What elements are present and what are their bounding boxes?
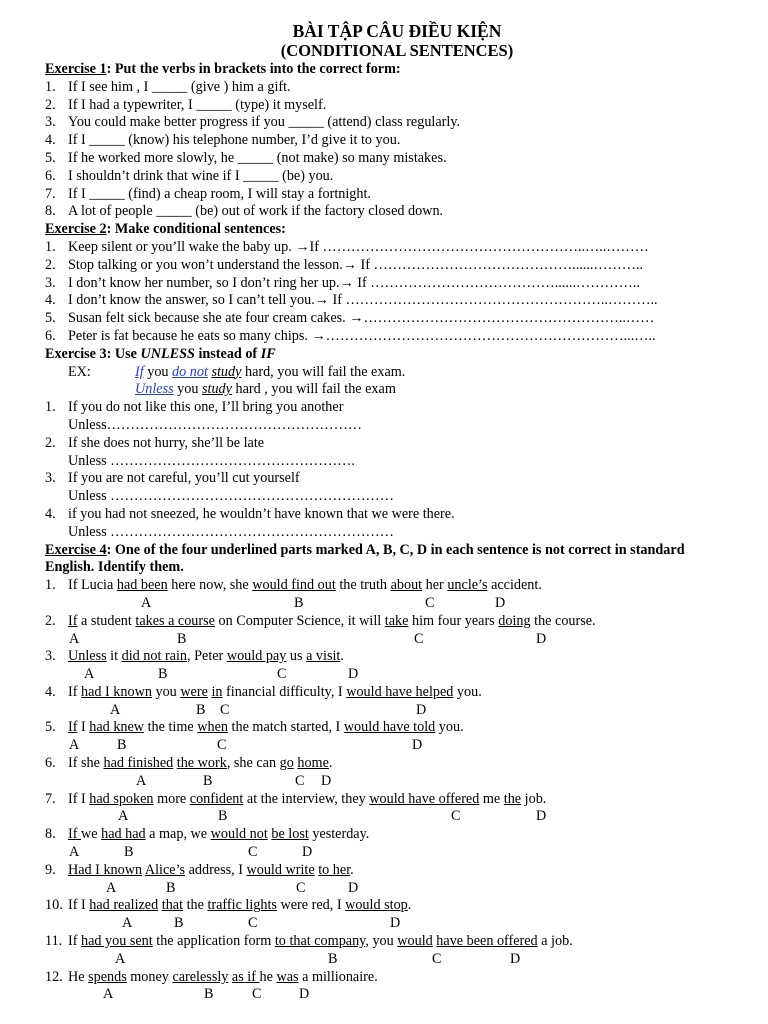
underlined-part: would write xyxy=(246,861,315,878)
list-item: 6. I shouldn’t drink that wine if I _____ (be) you. xyxy=(45,167,334,184)
item-number: 1. xyxy=(45,577,56,594)
underlined-part: would find out xyxy=(252,577,336,594)
option-letters xyxy=(45,773,735,791)
option-letter: C xyxy=(451,808,461,825)
exercise-1-heading: Exercise 1: Put the verbs in brackets into the correct form: xyxy=(45,61,401,77)
underlined-part: had finished xyxy=(103,755,174,772)
option-letter: D xyxy=(348,666,359,683)
example-label: EX: xyxy=(68,363,91,380)
underlined-part: would not xyxy=(210,826,268,843)
answer-line: Unless …………………………………………………… xyxy=(68,523,394,540)
list-item: 4. if you had not sneezed, he wouldn’t have known that we were there. xyxy=(45,505,455,522)
item-number: 12. xyxy=(45,968,63,985)
option-letter: B xyxy=(124,844,134,861)
underlined-part: had I known xyxy=(81,683,152,700)
list-item: 3. You could make better progress if you _____ (attend) class regularly. xyxy=(45,114,461,131)
list-item: 8. A lot of people _____ (be) out of work if the factory closed down. xyxy=(45,203,444,220)
option-letter: C xyxy=(248,915,258,932)
option-letters xyxy=(45,737,735,755)
underlined-part: If xyxy=(68,612,78,629)
option-letter: B xyxy=(177,630,187,647)
underlined-part: spends xyxy=(88,968,127,985)
example-sentence-if: If you do not study hard, you will fail the exam. xyxy=(135,363,406,380)
option-letter: A xyxy=(69,844,80,861)
answer-line: Unless……………………………………………… xyxy=(68,416,362,433)
list-item: 11. If had you sent the application form to that company, you would have been offered a job. xyxy=(45,933,573,950)
underlined-part: to her xyxy=(318,861,351,878)
list-item: 1. Keep silent or you’ll wake the baby up. →If ………………………………………………..…..……… xyxy=(45,238,649,255)
underlined-part: If xyxy=(68,719,78,736)
underlined-part: would have told xyxy=(343,719,436,736)
underlined-part: had you sent xyxy=(81,933,153,950)
underlined-part: was xyxy=(276,968,299,985)
option-letter: B xyxy=(117,737,127,754)
option-letter: D xyxy=(302,844,313,861)
exercise-4-heading: Exercise 4: One of the four underlined parts marked A, B, C, D in each sentence is not correct in standard English. Identify them. xyxy=(45,541,685,576)
underlined-part: Unless xyxy=(68,648,107,665)
underlined-part: Had I known xyxy=(68,861,143,878)
underlined-part: would have helped xyxy=(346,683,454,700)
list-item: 5. Susan felt sick because she ate four cream cakes. →………………………………………………..…… xyxy=(45,310,655,327)
item-number: 11. xyxy=(45,933,63,950)
underlined-part: in xyxy=(211,683,223,700)
option-letters xyxy=(45,808,735,826)
option-letter: C xyxy=(277,666,287,683)
item-number: 3. xyxy=(45,648,56,665)
option-letter: B xyxy=(204,986,214,1003)
option-letters xyxy=(45,702,735,720)
option-letter: A xyxy=(141,594,152,611)
underlined-part: home xyxy=(297,755,329,772)
page-title: BÀI TẬP CÂU ĐIỀU KIỆN xyxy=(292,21,502,41)
option-letter: B xyxy=(158,666,168,683)
option-letter: D xyxy=(416,701,427,718)
option-letter: C xyxy=(296,879,306,896)
list-item: 1. If I see him , I _____ (give ) him a gift. xyxy=(45,78,291,95)
underlined-part: If xyxy=(68,826,81,843)
option-letter: D xyxy=(412,737,423,754)
option-letter: A xyxy=(136,772,147,789)
exercise-2-heading: Exercise 2: Make conditional sentences: xyxy=(45,221,286,238)
list-item: 5. If I had knew the time when the match started, I would have told you. xyxy=(45,719,464,736)
exercise-1 xyxy=(45,61,735,221)
list-item: 5. If he worked more slowly, he _____ (not make) so many mistakes. xyxy=(45,149,447,166)
underlined-part: would stop xyxy=(345,897,408,914)
option-letter: A xyxy=(118,808,129,825)
underlined-part: take xyxy=(384,612,409,629)
item-number: 4. xyxy=(45,683,56,700)
underlined-part: the work xyxy=(176,755,227,772)
item-number: 7. xyxy=(45,790,56,807)
underlined-part: did not rain xyxy=(121,648,188,665)
option-letter: C xyxy=(414,630,424,647)
example-sentence-unless: Unless you study hard , you will fail the exam xyxy=(135,381,396,398)
list-item: 3. I don’t know her number, so I don’t ring her up.→ If …………………………………......………….. xyxy=(45,274,640,291)
page-subtitle: (CONDITIONAL SENTENCES) xyxy=(280,41,514,60)
option-letter: A xyxy=(69,630,80,647)
underlined-part: go xyxy=(279,755,294,772)
item-number: 6. xyxy=(45,755,56,772)
option-letter: B xyxy=(166,879,176,896)
option-letters xyxy=(45,880,735,898)
option-letter: A xyxy=(84,666,95,683)
option-letter: C xyxy=(432,950,442,967)
answer-line: Unless …………………………………………………… xyxy=(68,488,394,505)
answer-line: Unless ……………………………………………. xyxy=(68,452,355,469)
option-letter: C xyxy=(248,844,258,861)
underlined-part: the xyxy=(503,790,522,807)
option-letter: B xyxy=(294,594,304,611)
exercise-3 xyxy=(45,346,735,542)
underlined-part: had spoken xyxy=(89,790,154,807)
underlined-part: a visit xyxy=(306,648,341,665)
underlined-part: Alice’s xyxy=(144,861,186,878)
underlined-part: to that company xyxy=(274,933,366,950)
option-letter: D xyxy=(299,986,310,1003)
list-item: 9. Had I known Alice’s address, I would write to her. xyxy=(45,861,354,878)
option-letter: B xyxy=(328,950,338,967)
option-letter: C xyxy=(217,737,227,754)
option-letter: A xyxy=(103,986,114,1003)
option-letter: A xyxy=(69,737,80,754)
list-item: 3. If you are not careful, you’ll cut yourself xyxy=(45,470,300,487)
list-item: 4. If I _____ (know) his telephone number, I’d give it to you. xyxy=(45,132,401,149)
underlined-part: were xyxy=(180,683,208,700)
list-item: 8. If we had had a map, we would not be lost yesterday. xyxy=(45,826,370,843)
underlined-part: as if xyxy=(231,968,260,985)
option-letter: D xyxy=(510,950,521,967)
option-letter: C xyxy=(425,594,435,611)
option-letters xyxy=(45,631,735,649)
list-item: 7. If I had spoken more confident at the interview, they would have offered me the job. xyxy=(45,790,547,807)
underlined-part: had realized xyxy=(89,897,159,914)
option-letters xyxy=(45,951,735,969)
underlined-part: when xyxy=(197,719,228,736)
option-letter: C xyxy=(252,986,262,1003)
underlined-part: would xyxy=(397,933,433,950)
underlined-part: takes a course xyxy=(135,612,215,629)
worksheet xyxy=(45,22,735,1004)
item-number: 10. xyxy=(45,897,63,914)
underlined-part: about xyxy=(390,577,423,594)
underlined-part: doing xyxy=(498,612,531,629)
option-letter: A xyxy=(110,701,121,718)
option-letter: D xyxy=(348,879,359,896)
exercise-4-list xyxy=(45,577,735,1004)
option-letter: D xyxy=(495,594,506,611)
list-item: 6. If she had finished the work, she can go home. xyxy=(45,755,333,772)
option-letters xyxy=(45,666,735,684)
underlined-part: be lost xyxy=(271,826,309,843)
underlined-part: uncle’s xyxy=(447,577,488,594)
item-number: 5. xyxy=(45,719,56,736)
underlined-part: had knew xyxy=(89,719,145,736)
list-item: 7. If I _____ (find) a cheap room, I will stay a fortnight. xyxy=(45,185,371,202)
list-item: 2. If I had a typewriter, I _____ (type) it myself. xyxy=(45,96,327,113)
option-letter: B xyxy=(203,772,213,789)
underlined-part: confident xyxy=(189,790,244,807)
list-item: 6. Peter is fat because he eats so many chips. →………………………………………………………...….. xyxy=(45,327,656,344)
exercise-2 xyxy=(45,221,735,346)
underlined-part: have been offered xyxy=(436,933,538,950)
option-letters xyxy=(45,595,735,613)
item-number: 8. xyxy=(45,826,56,843)
underlined-part: would pay xyxy=(226,648,287,665)
option-letter: D xyxy=(536,808,547,825)
list-item: 1. If you do not like this one, I’ll bring you another xyxy=(45,399,344,416)
option-letters xyxy=(45,844,735,862)
option-letter: D xyxy=(536,630,547,647)
underlined-part: traffic lights xyxy=(207,897,277,914)
option-letter: D xyxy=(321,772,332,789)
option-letter: A xyxy=(115,950,126,967)
option-letter: A xyxy=(122,915,133,932)
option-letter: B xyxy=(218,808,228,825)
option-letter: D xyxy=(390,915,401,932)
underlined-part: had had xyxy=(101,826,146,843)
list-item: 4. I don’t know the answer, so I can’t tell you.→ If ………………………………………………..……….. xyxy=(45,292,658,309)
underlined-part: would have offered xyxy=(369,790,480,807)
option-letter: C xyxy=(220,701,230,718)
underlined-part: that xyxy=(161,897,184,914)
list-item: 4. If had I known you were in financial difficulty, I would have helped you. xyxy=(45,683,482,700)
option-letter: A xyxy=(106,879,117,896)
option-letters xyxy=(45,986,735,1004)
item-number: 9. xyxy=(45,861,56,878)
list-item: 1. If Lucia had been here now, she would find out the truth about her uncle’s accident. xyxy=(45,577,542,594)
underlined-part: had been xyxy=(116,577,168,594)
option-letters xyxy=(45,915,735,933)
underlined-part: carelessly xyxy=(172,968,229,985)
list-item: 12. He spends money carelessly as if he was a millionaire. xyxy=(45,968,378,985)
list-item: 10. If I had realized that the traffic lights were red, I would stop. xyxy=(45,897,412,914)
item-number: 2. xyxy=(45,612,56,629)
option-letter: B xyxy=(174,915,184,932)
exercise-4 xyxy=(45,542,735,1005)
list-item: 2. Stop talking or you won’t understand the lesson.→ If ……………………………………......……….. xyxy=(45,256,644,273)
list-item: 2. If she does not hurry, she’ll be late xyxy=(45,434,265,451)
option-letter: C xyxy=(295,772,305,789)
option-letter: B xyxy=(196,701,206,718)
list-item: 2. If a student takes a course on Computer Science, it will take him four years doing the course. xyxy=(45,612,596,629)
example-block xyxy=(45,364,735,400)
exercise-3-heading: Exercise 3: Use UNLESS instead of IF xyxy=(45,345,276,362)
list-item: 3. Unless it did not rain, Peter would pay us a visit. xyxy=(45,648,344,665)
